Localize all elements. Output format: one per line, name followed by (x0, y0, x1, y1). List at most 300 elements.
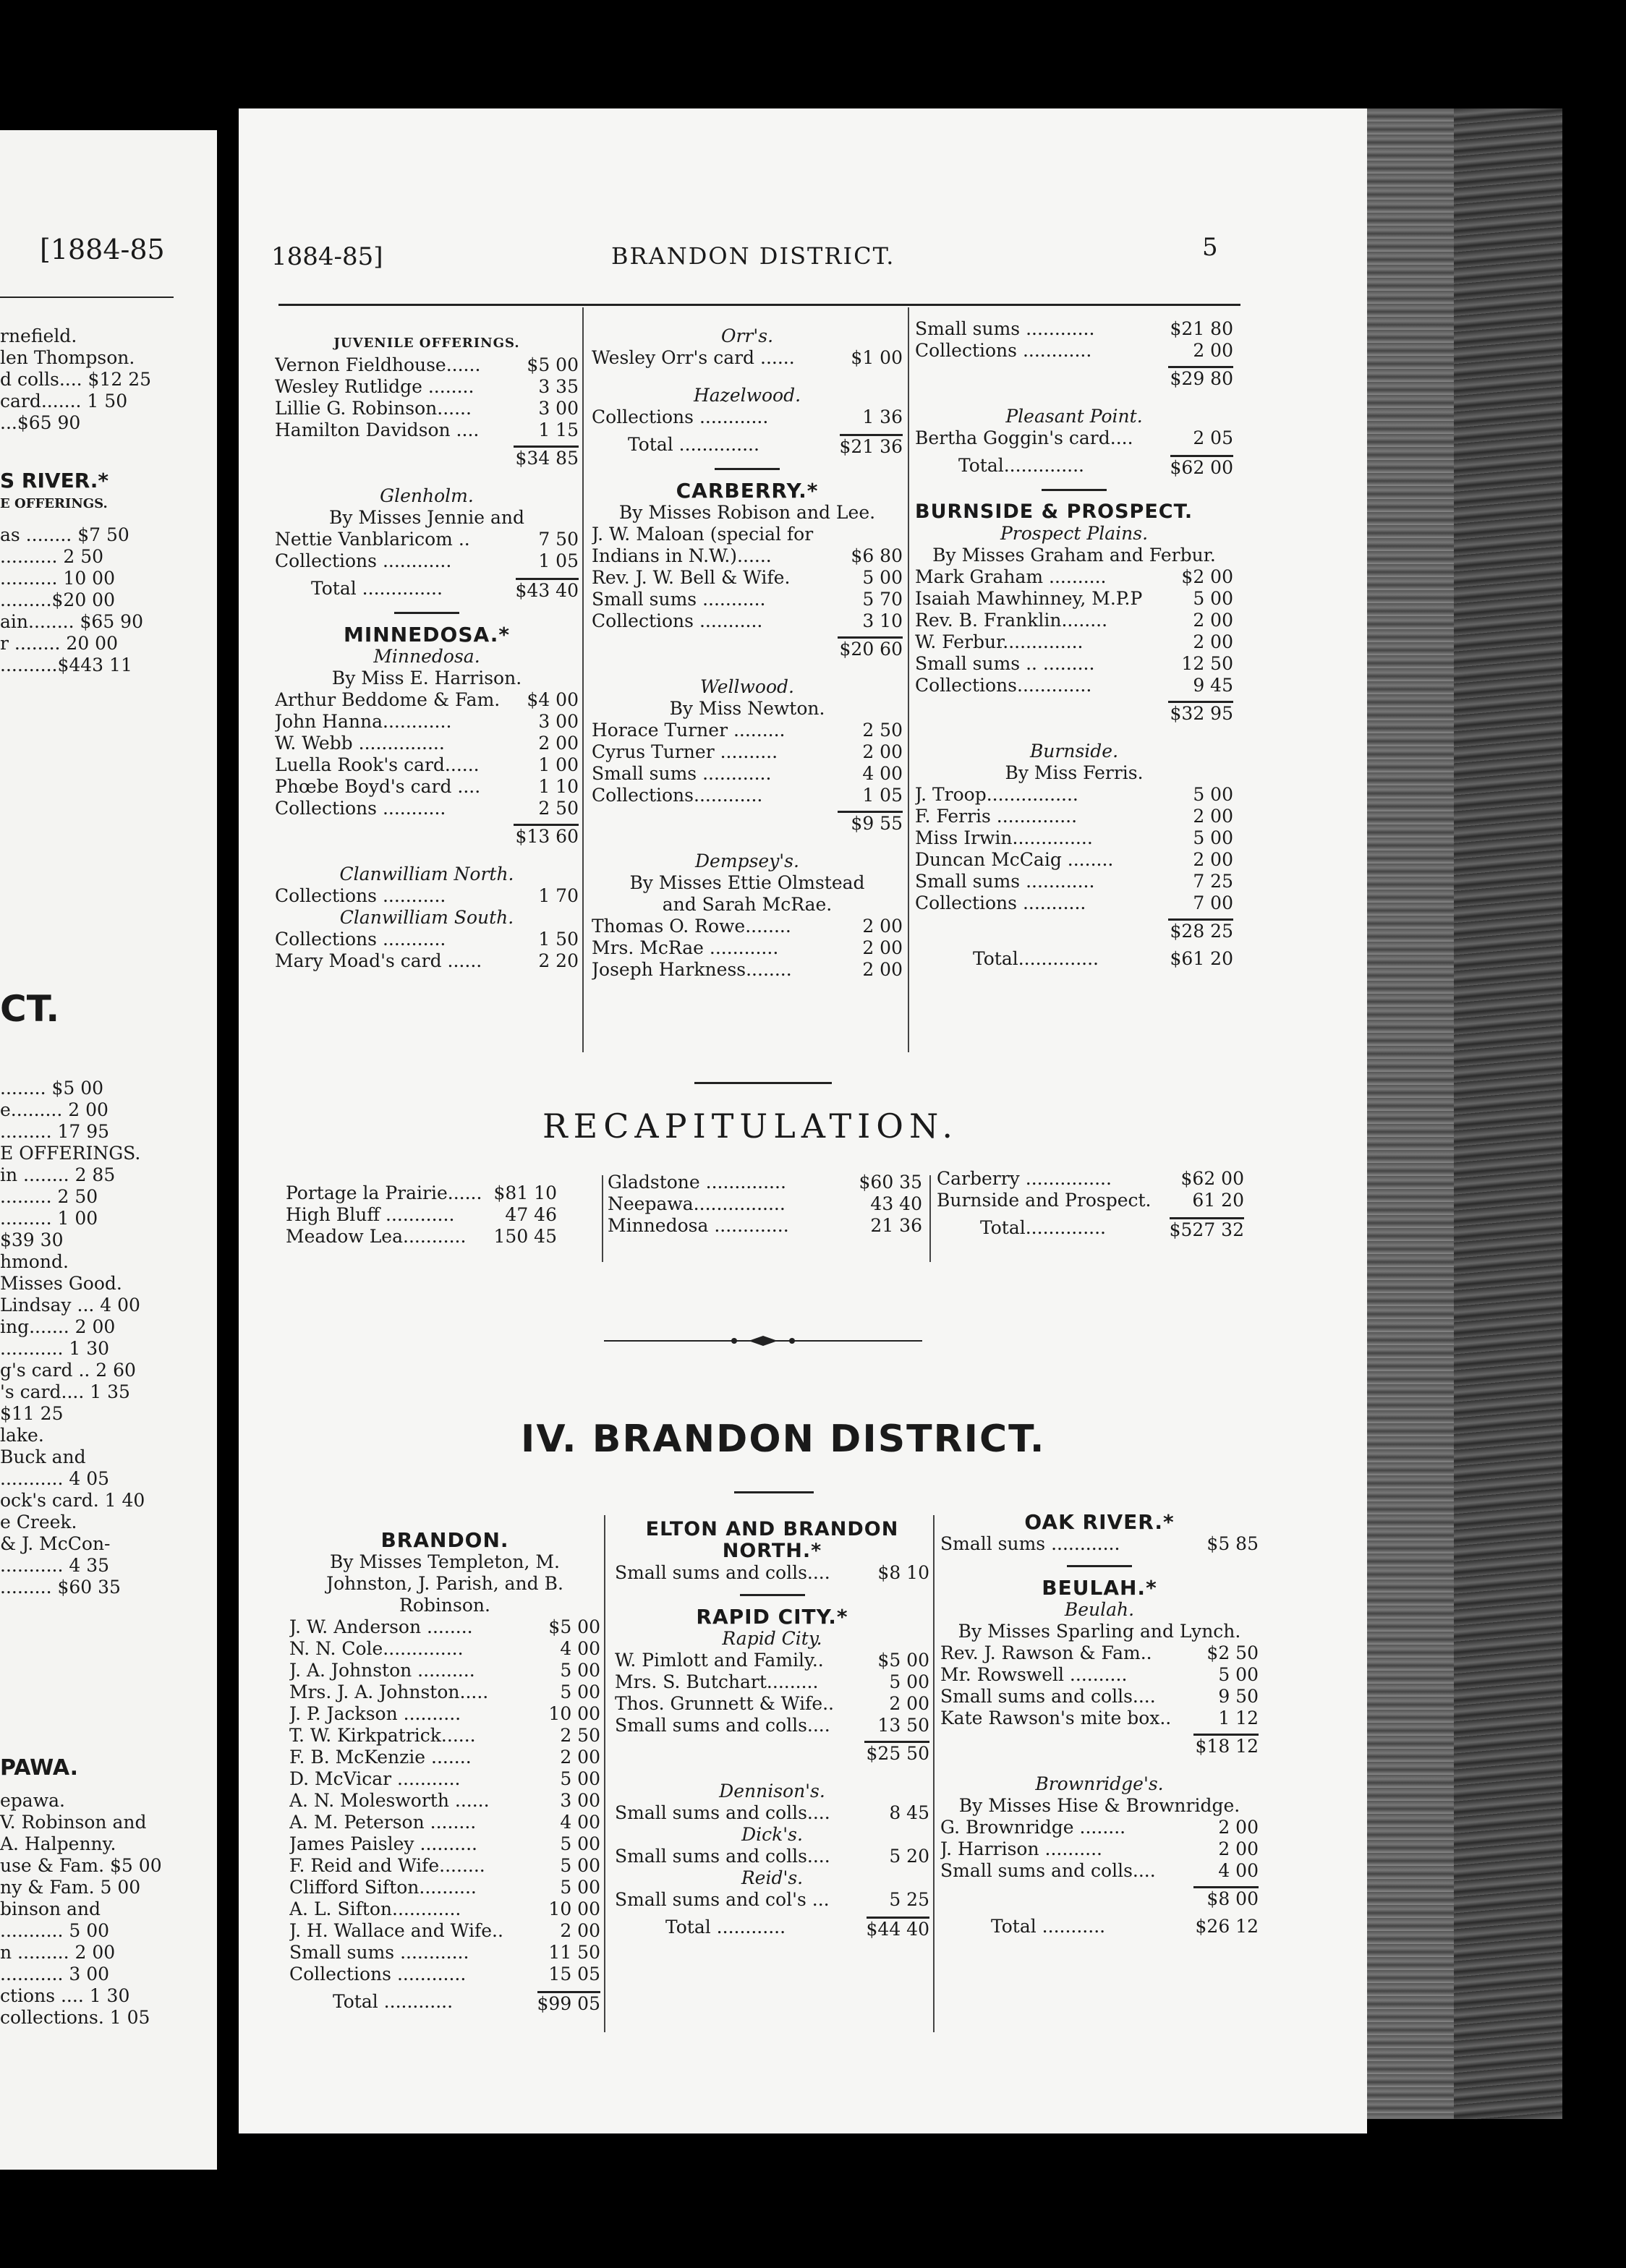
entry-name: Rev. J. W. Bell & Wife. (592, 567, 791, 588)
entry-name: Indians in N.W.)...... (592, 545, 772, 566)
entry-row (289, 1898, 600, 1920)
entry-row (286, 1204, 557, 1226)
entry-row (289, 1964, 600, 1985)
entry-name: A. N. Molesworth ...... (289, 1790, 490, 1811)
minnedosa-by: By Miss E. Harrison. (331, 668, 522, 688)
dempsey-by-2: and Sarah McRae. (662, 894, 833, 915)
entry-name: F. Reid and Wife........ (289, 1855, 485, 1876)
entry-row (275, 929, 579, 950)
left-heading-1: S RIVER.* (0, 469, 109, 493)
left-lines-top (0, 325, 151, 434)
entry-amount: 2 05 (1193, 427, 1233, 448)
recap-divider-1 (602, 1175, 603, 1262)
entry-row (275, 419, 579, 441)
entry-amount: 61 20 (1192, 1190, 1244, 1211)
burnside-total-label: Total.............. (973, 948, 1099, 969)
entry-row (940, 1817, 1259, 1838)
left-page-line: .......... 2 50 (0, 546, 104, 567)
entry-row (289, 1855, 600, 1877)
entry-row (275, 711, 579, 733)
entry-amount: $6 80 (851, 545, 903, 566)
entry-name: Small sums ............ (915, 871, 1095, 892)
entry-row (275, 754, 579, 776)
dick-subheading: Dick's. (741, 1824, 803, 1845)
entry-row (275, 733, 579, 754)
entry-amount: 5 00 (1193, 827, 1233, 848)
left-page-line: e......... 2 00 (0, 1099, 108, 1120)
entry-row (915, 340, 1233, 362)
hazelwood-total-label: Total .............. (628, 434, 759, 455)
left-page-line: card....... 1 50 (0, 391, 128, 412)
left-heading-1-sub: E OFFERINGS. (0, 496, 108, 511)
entry-name: Collections ............ (915, 340, 1092, 361)
entry-row (275, 950, 579, 972)
entry-amount: 1 05 (538, 550, 579, 571)
entry-row (940, 1664, 1259, 1686)
brandon-by: By Misses Templeton, M. Johnston, J. Parish, and B. Robinson. (326, 1551, 563, 1616)
entry-amount: 5 00 (1193, 588, 1233, 609)
entry-amount: 4 00 (560, 1638, 600, 1659)
burnside-by: By Misses Graham and Ferbur. (932, 545, 1216, 566)
left-page-line: binson and (0, 1898, 101, 1919)
entry-amount: 8 45 (889, 1802, 929, 1823)
left-page-line: ing....... 2 00 (0, 1316, 116, 1337)
entry-amount: 5 00 (560, 1833, 600, 1854)
entry-row (937, 1190, 1244, 1211)
entry-name: W. Webb ............... (275, 733, 445, 754)
entry-name: J. W. Maloan (special for (592, 524, 814, 545)
entry-row (289, 1833, 600, 1855)
left-page-line: ......... 17 95 (0, 1121, 110, 1142)
rapid-total-label: Total ............ (665, 1917, 786, 1937)
dennison-list (615, 1802, 929, 1824)
left-page-line: in ........ 2 85 (0, 1164, 116, 1185)
entry-row (275, 354, 579, 376)
burnside2-sum: $28 25 (1168, 918, 1233, 942)
entry-amount: 7 50 (538, 529, 579, 550)
pleasant-point-list (915, 427, 1233, 449)
entry-name: Small sums and colls.... (940, 1860, 1156, 1881)
entry-row (289, 1768, 600, 1790)
entry-name: Small sums and colls.... (615, 1715, 830, 1736)
entry-row (592, 610, 903, 632)
entry-amount: 2 00 (862, 741, 903, 762)
left-page-line: E OFFERINGS. (0, 1143, 141, 1164)
entry-amount: $5 00 (877, 1650, 929, 1671)
left-page-line: collections. 1 05 (0, 2007, 150, 2028)
beulah-sum: $18 12 (1193, 1734, 1259, 1757)
entry-amount: 2 00 (1193, 340, 1233, 361)
entry-row (608, 1193, 922, 1215)
entry-amount: 10 00 (548, 1898, 600, 1919)
entry-row (940, 1533, 1259, 1555)
entry-name: Small sums .. ......... (915, 653, 1095, 674)
entry-row (940, 1708, 1259, 1729)
hazelwood-list (592, 406, 903, 428)
entry-amount: $62 00 (1180, 1168, 1244, 1189)
entry-name: N. N. Cole.............. (289, 1638, 464, 1659)
entry-amount: 5 20 (889, 1846, 929, 1867)
entry-amount: 5 00 (560, 1660, 600, 1681)
entry-amount: 5 00 (560, 1681, 600, 1702)
entry-row (615, 1650, 929, 1671)
entry-name: Isaiah Mawhinney, M.P.P (915, 588, 1143, 609)
brandon-total: $99 05 (537, 1991, 600, 2015)
left-page-line: 's card.... 1 35 (0, 1381, 130, 1402)
entry-row (915, 675, 1233, 696)
entry-amount: 10 00 (548, 1703, 600, 1724)
entry-row (289, 1681, 600, 1703)
brownridge-by: By Misses Hise & Brownridge. (958, 1795, 1240, 1816)
left-page-line: .........$20 00 (0, 589, 115, 610)
rapid-city-subheading: Rapid City. (722, 1628, 822, 1649)
recap-rule (694, 1082, 832, 1084)
column-1 (275, 333, 579, 972)
clanwilliam-south-list (275, 929, 579, 972)
left-page-line: Buck and (0, 1446, 86, 1467)
entry-name: Small sums ........... (592, 589, 766, 610)
left-page-line: A. Halpenny. (0, 1833, 116, 1854)
beulah-heading: BEULAH.* (1042, 1576, 1157, 1600)
entry-name: Collections ........... (275, 885, 446, 906)
brandon-divider-2 (933, 1515, 935, 2032)
entry-name: Mr. Rowswell .......... (940, 1664, 1128, 1685)
recap-list-3 (937, 1168, 1244, 1211)
oak-river-heading: OAK RIVER.* (1024, 1510, 1175, 1534)
left-lines-bottom (0, 1790, 162, 2029)
orrs-subheading: Orr's. (720, 325, 774, 346)
entry-row (275, 529, 579, 550)
brownridge-sum: $8 00 (1193, 1886, 1259, 1910)
glenholm-total: $43 40 (516, 578, 579, 602)
entry-amount: 150 45 (493, 1226, 557, 1247)
entry-name: Collections ........... (592, 610, 763, 631)
left-page-line: epawa. (0, 1790, 65, 1811)
entry-name: Small sums and col's ... (615, 1889, 830, 1910)
entry-row (289, 1747, 600, 1768)
entry-row (275, 376, 579, 398)
entry-name: Mary Moad's card ...... (275, 950, 482, 971)
page-number: 5 (1202, 233, 1218, 262)
entry-name: G. Brownridge ........ (940, 1817, 1126, 1838)
entry-row (592, 959, 903, 981)
rapid-total: $44 40 (867, 1917, 929, 1940)
entry-row (275, 798, 579, 819)
entry-amount: 2 00 (1193, 849, 1233, 870)
entry-amount: 5 00 (560, 1877, 600, 1898)
entry-row (275, 776, 579, 798)
entry-amount: 1 00 (538, 754, 579, 775)
entry-amount: 2 00 (862, 959, 903, 980)
entry-amount: 3 00 (560, 1790, 600, 1811)
left-page-line: ........... 4 35 (0, 1555, 110, 1576)
left-page-line: use & Fam. $5 00 (0, 1855, 162, 1876)
entry-name: Clifford Sifton.......... (289, 1877, 477, 1898)
orrs-list (592, 347, 903, 369)
entry-name: Collections............ (592, 785, 763, 806)
entry-name: Small sums and colls.... (940, 1686, 1156, 1707)
carberry-list (592, 524, 903, 632)
juvenile-sum: $34 85 (514, 446, 579, 469)
carberry-sum: $20 60 (838, 636, 903, 660)
entry-amount: 1 12 (1218, 1708, 1259, 1728)
clanwilliam-north-subheading: Clanwilliam North. (339, 864, 514, 884)
entry-name: J. P. Jackson .......... (289, 1703, 461, 1724)
entry-amount: 5 00 (1193, 784, 1233, 805)
entry-row (615, 1693, 929, 1715)
entry-amount: 5 00 (560, 1768, 600, 1789)
entry-amount: 47 46 (505, 1204, 557, 1225)
entry-amount (838, 524, 903, 545)
entry-row (289, 1660, 600, 1681)
entry-name: T. W. Kirkpatrick...... (289, 1725, 476, 1746)
entry-name: Small sums and colls.... (615, 1802, 830, 1823)
elton-list (615, 1562, 929, 1584)
entry-name: F. B. McKenzie ....... (289, 1747, 472, 1768)
minnedosa-heading: MINNEDOSA.* (344, 623, 510, 647)
dempsey-subheading: Dempsey's. (695, 850, 799, 871)
entry-row (940, 1860, 1259, 1882)
entry-amount: 43 40 (870, 1193, 922, 1214)
brownridge-subheading: Brownridge's. (1035, 1773, 1164, 1794)
entry-name: Vernon Fieldhouse...... (275, 354, 481, 375)
entry-row (915, 653, 1233, 675)
left-heading-3: PAWA. (0, 1755, 79, 1781)
carberry-by: By Misses Robison and Lee. (618, 502, 876, 523)
left-page-line: ........... 4 05 (0, 1468, 110, 1489)
glenholm-total-label: Total .............. (311, 578, 443, 599)
header-title: BRANDON DISTRICT. (611, 242, 895, 270)
entry-name: Luella Rook's card...... (275, 754, 480, 775)
entry-amount: 21 36 (870, 1215, 922, 1236)
entry-amount: $21 80 (1170, 318, 1233, 339)
entry-amount: $60 35 (859, 1172, 922, 1193)
left-page-line: ...$65 90 (0, 412, 81, 433)
entry-amount: 9 50 (1218, 1686, 1259, 1707)
minnedosa-list (275, 689, 579, 819)
beulah-by: By Misses Sparling and Lynch. (958, 1621, 1241, 1642)
entry-row (615, 1802, 929, 1824)
left-page (0, 130, 217, 2170)
wellwood-list (592, 720, 903, 806)
entry-name: Collections............. (915, 675, 1092, 696)
beulah-subheading: Beulah. (1064, 1599, 1135, 1620)
entry-amount: $8 10 (877, 1562, 929, 1583)
col3-top-sum: $29 80 (1168, 366, 1233, 390)
entry-amount: 2 00 (889, 1693, 929, 1714)
entry-row (915, 631, 1233, 653)
juvenile-list (275, 354, 579, 441)
entry-amount: 4 00 (862, 763, 903, 784)
entry-row (592, 406, 903, 428)
entry-amount: $5 85 (1206, 1533, 1259, 1554)
left-page-line: ..........$443 11 (0, 655, 132, 675)
entry-name: James Paisley .......... (289, 1833, 477, 1854)
left-page-line: Lindsay ... 4 00 (0, 1295, 140, 1316)
entry-amount: 7 00 (1193, 892, 1233, 913)
entry-row (592, 763, 903, 785)
entry-row (940, 1642, 1259, 1664)
dempsey-list (592, 916, 903, 981)
entry-amount: 5 70 (862, 589, 903, 610)
entry-row (592, 916, 903, 937)
burnside-sum: $32 95 (1168, 701, 1233, 725)
entry-name: Collections ............ (289, 1964, 467, 1984)
recap-column-1 (286, 1182, 557, 1248)
entry-row (915, 827, 1233, 849)
entry-amount: $2 50 (1206, 1642, 1259, 1663)
entry-row (289, 1703, 600, 1725)
prospect-plains-subheading: Prospect Plains. (1000, 523, 1149, 544)
glenholm-subheading: Glenholm. (380, 485, 474, 506)
entry-name: W. Pimlott and Family.. (615, 1650, 824, 1671)
rapid-city-list (615, 1650, 929, 1736)
left-page-line: rnefield. (0, 325, 77, 346)
entry-amount: 2 00 (1218, 1817, 1259, 1838)
entry-amount: 1 50 (538, 929, 579, 950)
left-page-line: & J. McCon- (0, 1533, 111, 1554)
entry-name: Rev. J. Rawson & Fam.. (940, 1642, 1152, 1663)
entry-amount: 2 00 (1193, 631, 1233, 652)
recap-total: $527 32 (1170, 1217, 1244, 1241)
entry-amount: 9 45 (1193, 675, 1233, 696)
entry-row (915, 892, 1233, 914)
entry-row (275, 398, 579, 419)
entry-name: Carberry ............... (937, 1168, 1112, 1189)
left-page-line: ........... 3 00 (0, 1964, 110, 1984)
entry-amount: 2 00 (862, 937, 903, 958)
entry-name: Wesley Orr's card ...... (592, 347, 795, 368)
left-lines-low (0, 1078, 145, 1598)
entry-name: Small sums ............ (915, 318, 1095, 339)
glenholm-by: By Misses Jennie and (328, 507, 525, 528)
entry-amount: 1 36 (862, 406, 903, 427)
entry-row (592, 785, 903, 806)
left-page-line: ........ $5 00 (0, 1078, 104, 1099)
beulah-list (940, 1642, 1259, 1729)
entry-amount: 2 00 (1218, 1838, 1259, 1859)
left-page-line: $11 25 (0, 1403, 64, 1424)
entry-amount: 2 00 (862, 916, 903, 937)
entry-name: Horace Turner ......... (592, 720, 786, 741)
entry-name: Small sums ............ (940, 1533, 1120, 1554)
glenholm-list (275, 529, 579, 572)
entry-row (289, 1790, 600, 1812)
brandon-column (289, 1530, 600, 2015)
entry-name: W. Ferbur.............. (915, 631, 1084, 652)
entry-name: Wesley Rutlidge ........ (275, 376, 474, 397)
brandon-total-label: Total ............ (333, 1991, 454, 2012)
entry-row (608, 1172, 922, 1193)
burnside2-by: By Miss Ferris. (1005, 762, 1144, 783)
entry-row (592, 545, 903, 567)
recap-divider-2 (929, 1175, 931, 1262)
elton-column (615, 1519, 929, 1940)
left-page-line: ......... 1 00 (0, 1208, 98, 1229)
left-page-line: ........... 1 30 (0, 1338, 110, 1359)
entry-amount: 2 00 (560, 1920, 600, 1941)
entry-name: Joseph Harkness........ (592, 959, 792, 980)
minnedosa-sum: $13 60 (514, 824, 579, 848)
entry-amount: 11 50 (548, 1942, 600, 1963)
left-page-line: len Thompson. (0, 347, 135, 368)
entry-name: Mrs. S. Butchart......... (615, 1671, 819, 1692)
entry-amount: 2 50 (538, 798, 579, 819)
entry-row (592, 567, 903, 589)
entry-amount: 3 00 (538, 711, 579, 732)
entry-row (937, 1168, 1244, 1190)
left-header-rule (0, 297, 174, 298)
rapid-city-sum: $25 50 (864, 1741, 929, 1765)
brandon-heading: BRANDON. (380, 1528, 509, 1552)
left-page-line: ........... 5 00 (0, 1920, 110, 1941)
entry-row (592, 937, 903, 959)
entry-name: F. Ferris .............. (915, 806, 1078, 827)
left-page-line: n ......... 2 00 (0, 1942, 116, 1963)
entry-row (592, 589, 903, 610)
left-page-line: e Creek. (0, 1512, 77, 1532)
left-page-line: ctions .... 1 30 (0, 1985, 130, 2006)
entry-amount: 2 20 (538, 950, 579, 971)
entry-name: Mrs. J. A. Johnston..... (289, 1681, 489, 1702)
hazelwood-subheading: Hazelwood. (693, 385, 801, 406)
recap-column-2 (608, 1172, 922, 1237)
left-page-line: as ........ $7 50 (0, 524, 129, 545)
rapid-city-heading: RAPID CITY.* (696, 1605, 848, 1629)
entry-row (275, 550, 579, 572)
entry-amount: 2 50 (862, 720, 903, 741)
entry-row (940, 1686, 1259, 1708)
entry-name: Bertha Goggin's card.... (915, 427, 1133, 448)
entry-row (915, 427, 1233, 449)
entry-name: Hamilton Davidson .... (275, 419, 480, 440)
entry-name: Collections ........... (275, 929, 446, 950)
entry-amount: 5 00 (560, 1855, 600, 1876)
entry-row (592, 347, 903, 369)
recap-list-2 (608, 1172, 922, 1237)
entry-amount: 2 50 (560, 1725, 600, 1746)
page-edges-dark (1454, 108, 1562, 2119)
entry-name: Nettie Vanblaricom .. (275, 529, 470, 550)
left-page-line: g's card .. 2 60 (0, 1360, 136, 1381)
entry-name: Mark Graham .......... (915, 566, 1107, 587)
entry-amount: $4 00 (527, 689, 579, 710)
pleasant-point-subheading: Pleasant Point. (1005, 406, 1143, 427)
entry-name: Small sums and colls.... (615, 1846, 830, 1867)
left-page-line: ain........ $65 90 (0, 611, 143, 632)
entry-name: Small sums and colls.... (615, 1562, 830, 1583)
entry-name: Thomas O. Rowe........ (592, 916, 791, 937)
left-page-header: [1884-85 (40, 234, 165, 265)
wellwood-by: By Miss Newton. (669, 698, 825, 719)
district-rule (734, 1491, 814, 1493)
entry-amount: 1 15 (538, 419, 579, 440)
left-page-line: V. Robinson and (0, 1812, 147, 1833)
reid-list (615, 1889, 929, 1911)
hazelwood-total: $21 36 (840, 434, 903, 458)
entry-name: J. W. Anderson ........ (289, 1616, 473, 1637)
entry-amount: 2 00 (560, 1747, 600, 1768)
recap-column-3 (937, 1168, 1244, 1241)
district-title: IV. BRANDON DISTRICT. (521, 1418, 1046, 1461)
elton-heading: ELTON AND BRANDON NORTH.* (645, 1518, 899, 1562)
left-page-line: ......... 2 50 (0, 1186, 98, 1207)
pleasant-total-label: Total.............. (958, 455, 1084, 476)
left-page-line: ny & Fam. 5 00 (0, 1877, 141, 1898)
left-page-line: $39 30 (0, 1229, 64, 1250)
entry-name: J. Harrison .......... (940, 1838, 1102, 1859)
brownridge-list (940, 1817, 1259, 1882)
